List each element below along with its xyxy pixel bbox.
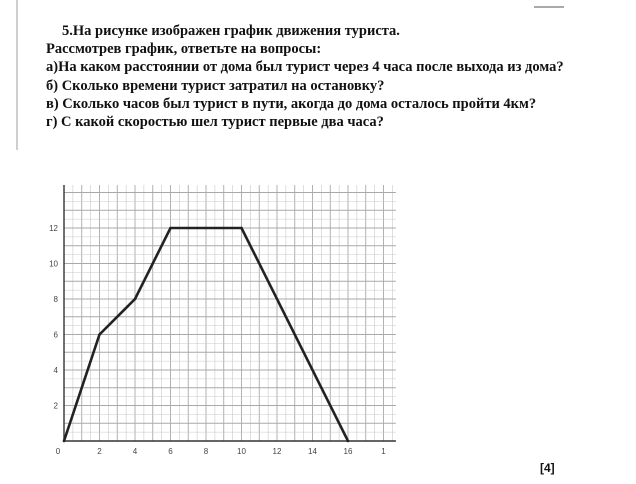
x-tick-label: 6: [168, 447, 173, 456]
task-title: 5.На рисунке изображен график движения туриста.: [62, 23, 400, 39]
y-tick-label: 2: [53, 401, 58, 411]
travel-graph-chart: [40, 185, 400, 470]
y-tick-label: 6: [53, 330, 58, 340]
x-tick-label: 0: [55, 447, 61, 456]
x-tick-label: 14: [308, 447, 317, 456]
data-point: [63, 440, 66, 443]
top-corner-mark: [534, 0, 564, 8]
data-point: [98, 333, 101, 336]
question-d: г) С какой скоростью шел турист первые два часа?: [46, 114, 384, 131]
question-b: б) Сколько времени турист затратил на остановку?: [46, 77, 385, 94]
question-a: а)На каком расстоянии от дома был турист через 4 часа после выхода из дома?: [46, 59, 564, 76]
data-point: [347, 440, 350, 443]
question-c: в) Сколько часов был турист в пути, акогда до дома осталось пройти 4км?: [46, 95, 537, 112]
x-tick-label: 10: [237, 447, 246, 456]
x-tick-label: 8: [203, 447, 209, 456]
data-point: [169, 227, 172, 230]
x-tick-label: 2: [97, 447, 102, 456]
x-tick-label: 16: [343, 447, 353, 456]
data-point: [134, 298, 137, 301]
y-tick-label: 8: [53, 295, 58, 304]
x-tick-label: 4: [132, 447, 138, 456]
x-tick-label: 1: [381, 447, 386, 456]
x-tick-label: 12: [272, 447, 282, 456]
task-line-intro: Рассмотрев график, ответьте на вопросы:: [46, 41, 322, 58]
y-tick-label: 4: [53, 366, 58, 375]
marks-label: [4]: [540, 461, 555, 475]
page-margin-line: [16, 0, 18, 150]
data-point: [240, 227, 243, 230]
task-text: [46, 22, 626, 131]
y-tick-label: 12: [49, 224, 58, 233]
y-tick-label: 10: [49, 259, 58, 269]
